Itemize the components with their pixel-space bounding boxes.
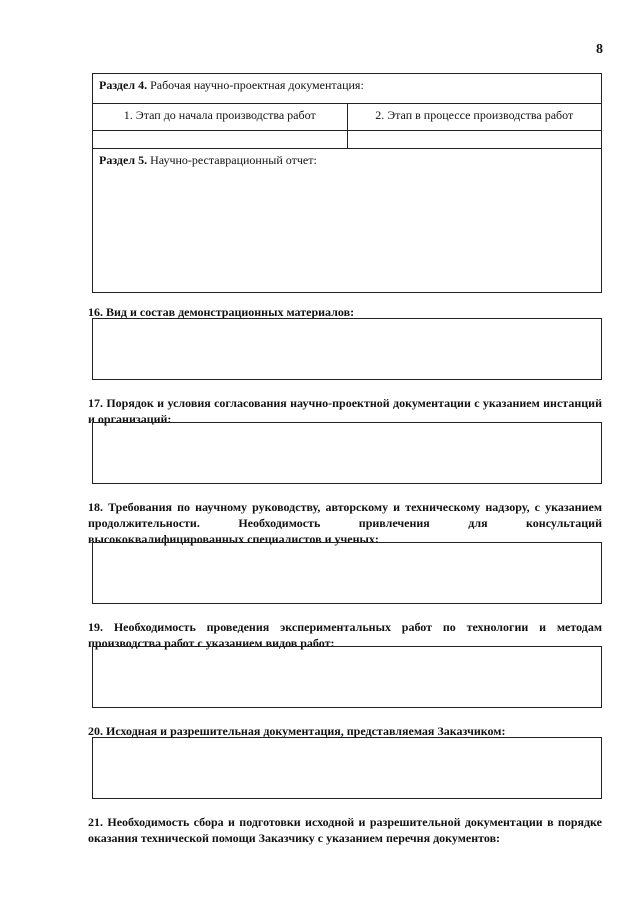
question-19: 19. Необходимость проведения экспериментальных работ по технологии и методам производства работ с указанием видов работ: <box>88 620 602 650</box>
question-18: 18. Требования по научному руководству, авторскому и техническому надзору, с указанием продолжительности. Необходимость привлечения для консультаций высококвалифицированных специалистов и ученых: <box>88 500 602 546</box>
section-5-cell[interactable] <box>93 149 602 293</box>
answer-box-20[interactable] <box>92 737 602 799</box>
answer-box-19[interactable] <box>92 646 602 708</box>
section-4-cell <box>93 74 602 104</box>
stage-1-empty-cell[interactable] <box>93 131 348 149</box>
stage-2-empty-cell[interactable] <box>347 131 602 149</box>
question-20: 20. Исходная и разрешительная документация, представляемая Заказчиком: <box>88 724 506 738</box>
page-number: 8 <box>596 42 603 57</box>
section-4-title: Рабочая научно-проектная документация: <box>147 78 364 92</box>
section-5-number: Раздел 5. <box>99 153 148 167</box>
section-4-number: Раздел 4. <box>99 78 148 92</box>
question-16: 16. Вид и состав демонстрационных материалов: <box>88 305 355 319</box>
stage-1-cell: 1. Этап до начала производства работ <box>93 104 348 131</box>
question-17: 17. Порядок и условия согласования научно-проектной документации с указанием инстанций и организаций: <box>88 396 602 426</box>
question-21: 21. Необходимость сбора и подготовки исходной и разрешительной документации в порядке оказания технической помощи Заказчику с указанием перечня документов: <box>88 815 602 845</box>
section-5-title: Научно-реставрационный отчет: <box>147 153 317 167</box>
answer-box-18[interactable] <box>92 542 602 604</box>
answer-box-17[interactable] <box>92 422 602 484</box>
stage-2-cell: 2. Этап в процессе производства работ <box>347 104 602 131</box>
answer-box-16[interactable] <box>92 318 602 380</box>
sections-table <box>92 73 602 293</box>
